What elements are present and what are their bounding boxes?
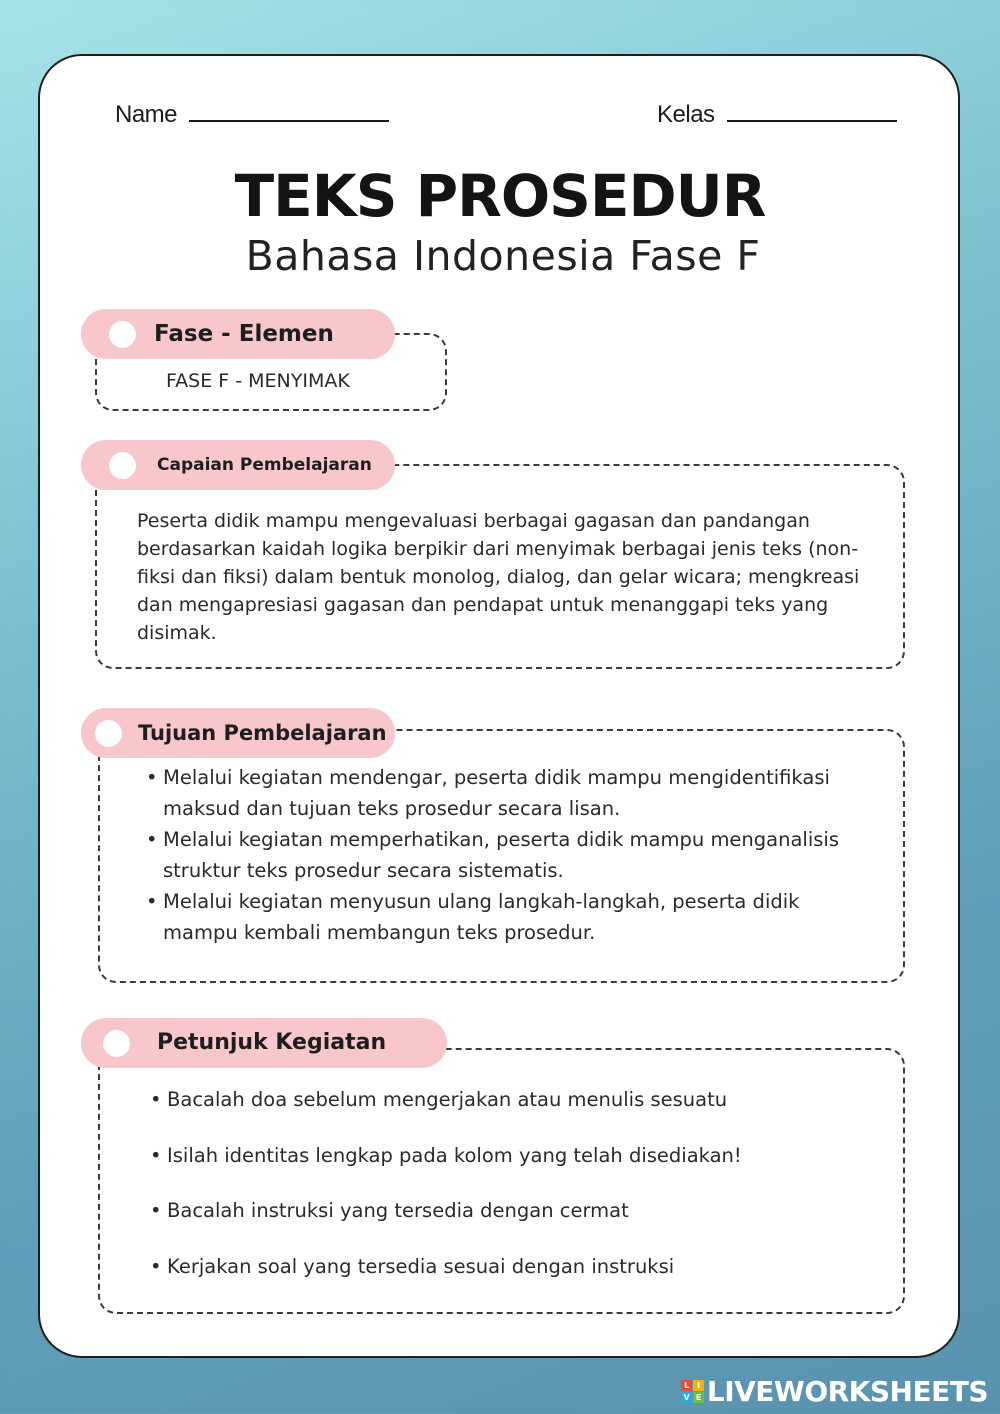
tujuan-pill xyxy=(81,708,395,758)
capaian-paragraph: Peserta didik mampu mengevaluasi berbagai gagasan dan pandangan berdasarkan kaidah logika berpikir dari menyimak berbagai jenis teks (non-fiksi dan fiksi) dalam bentuk monolog, dialog, dan gelar wicara; mengkreasi dan mengapresiasi gagasan dan pendapat untuk menanggapi teks yang disimak. xyxy=(137,510,860,644)
logo-tile: L xyxy=(681,1380,692,1391)
bullet-circle-icon xyxy=(95,720,122,747)
list-item: • Melalui kegiatan memperhatikan, peserta didik mampu menganalisis struktur teks prosedur secara sistematis. xyxy=(146,824,876,886)
bullet-circle-icon xyxy=(109,321,136,348)
capaian-content xyxy=(137,507,872,647)
class-field[interactable] xyxy=(657,100,897,129)
bullet-circle-icon xyxy=(109,452,136,479)
capaian-pill xyxy=(81,440,395,490)
list-item: • Bacalah doa sebelum mengerjakan atau menulis sesuatu xyxy=(150,1084,880,1140)
petunjuk-list xyxy=(150,1084,880,1306)
petunjuk-pill xyxy=(81,1018,447,1068)
tujuan-heading: Tujuan Pembelajaran xyxy=(138,721,387,745)
list-item: • Bacalah instruksi yang tersedia dengan cermat xyxy=(150,1195,880,1251)
class-blank-line[interactable] xyxy=(727,100,897,122)
liveworksheets-logo-icon xyxy=(681,1380,704,1403)
list-item: • Kerjakan soal yang tersedia sesuai dengan instruksi xyxy=(150,1251,880,1307)
list-item: • Melalui kegiatan mendengar, peserta didik mampu mengidentifikasi maksud dan tujuan teks prosedur secara lisan. xyxy=(146,762,876,824)
logo-tile: I xyxy=(693,1380,704,1391)
class-label: Kelas xyxy=(657,101,715,128)
bullet-circle-icon xyxy=(103,1030,130,1057)
petunjuk-content xyxy=(150,1084,880,1306)
logo-tile: V xyxy=(681,1392,692,1403)
fase-elemen-pill xyxy=(81,309,395,359)
watermark-text: LIVEWORKSHEETS xyxy=(706,1375,988,1408)
petunjuk-heading: Petunjuk Kegiatan xyxy=(157,1030,387,1055)
name-blank-line[interactable] xyxy=(189,100,389,122)
tujuan-content xyxy=(146,762,876,948)
fase-elemen-content: FASE F - MENYIMAK xyxy=(166,370,350,392)
capaian-heading: Capaian Pembelajaran xyxy=(157,455,372,475)
logo-tile: E xyxy=(693,1392,704,1403)
list-item: • Melalui kegiatan menyusun ulang langkah-langkah, peserta didik mampu kembali membangun teks prosedur. xyxy=(146,886,876,948)
name-label: Name xyxy=(115,101,178,128)
page-title: TEKS PROSEDUR xyxy=(234,162,766,230)
page-subtitle: Bahasa Indonesia Fase F xyxy=(245,232,761,280)
tujuan-list xyxy=(146,762,876,948)
fase-elemen-heading: Fase - Elemen xyxy=(154,321,334,347)
list-item: • Isilah identitas lengkap pada kolom yang telah disediakan! xyxy=(150,1140,880,1196)
name-field[interactable] xyxy=(115,100,389,129)
liveworksheets-watermark xyxy=(681,1375,988,1408)
